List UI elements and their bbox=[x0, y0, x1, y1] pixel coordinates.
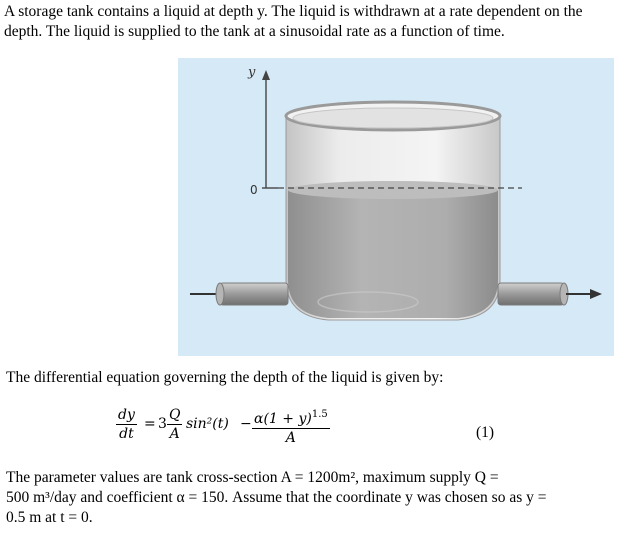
equals-sign: = bbox=[144, 416, 156, 432]
inlet-pipe bbox=[220, 283, 288, 305]
equation-number: (1) bbox=[476, 424, 495, 441]
y-axis-label: y bbox=[248, 65, 256, 80]
sine-term: sin²(t) bbox=[186, 416, 229, 432]
intro-paragraph bbox=[4, 2, 620, 42]
y-axis-arrowhead bbox=[262, 70, 270, 80]
outflow-exponent: 1.5 bbox=[311, 409, 328, 420]
inlet-pipe-end bbox=[216, 283, 224, 305]
differential-equation bbox=[116, 404, 376, 456]
liquid-surface bbox=[288, 181, 498, 199]
params-line-3: 0.5 m at t = 0. bbox=[6, 509, 93, 526]
tank-diagram bbox=[178, 58, 614, 356]
q-numerator: Q bbox=[169, 407, 181, 423]
dy-dt-fraction bbox=[116, 406, 137, 443]
outflow-numerator bbox=[252, 406, 330, 428]
parameters-paragraph bbox=[6, 468, 618, 528]
tank-rim-inner bbox=[293, 108, 493, 128]
outflow-numerator-main: α(1 + y) bbox=[254, 411, 312, 427]
equation-lead-text: The differential equation governing the depth of the liquid is given by: bbox=[6, 369, 444, 386]
intro-line-1: A storage tank contains a liquid at depth y. The liquid is withdrawn at a rate dependent on the bbox=[4, 3, 583, 20]
q-over-a-fraction bbox=[167, 406, 182, 443]
tank-figure bbox=[178, 58, 614, 356]
outflow-denominator: A bbox=[252, 428, 330, 447]
outflow-fraction bbox=[252, 406, 330, 447]
params-line-2: 500 m³/day and coefficient α = 150. Assume that the coordinate y was chosen so as y = bbox=[6, 489, 547, 506]
coefficient-three: 3 bbox=[158, 416, 167, 432]
params-line-1: The parameter values are tank cross-section A = 1200m², maximum supply Q = bbox=[6, 469, 499, 486]
outlet-arrow-icon bbox=[590, 289, 602, 299]
dy-dt-numerator: dy bbox=[118, 407, 135, 423]
dy-dt-denominator: dt bbox=[116, 424, 137, 443]
intro-line-2: depth. The liquid is supplied to the tank at a sinusoidal rate as a function of time. bbox=[4, 23, 505, 40]
outlet-pipe bbox=[498, 283, 564, 305]
minus-sign: − bbox=[240, 416, 252, 432]
origin-label: 0 bbox=[250, 183, 258, 197]
q-denominator: A bbox=[167, 424, 182, 443]
